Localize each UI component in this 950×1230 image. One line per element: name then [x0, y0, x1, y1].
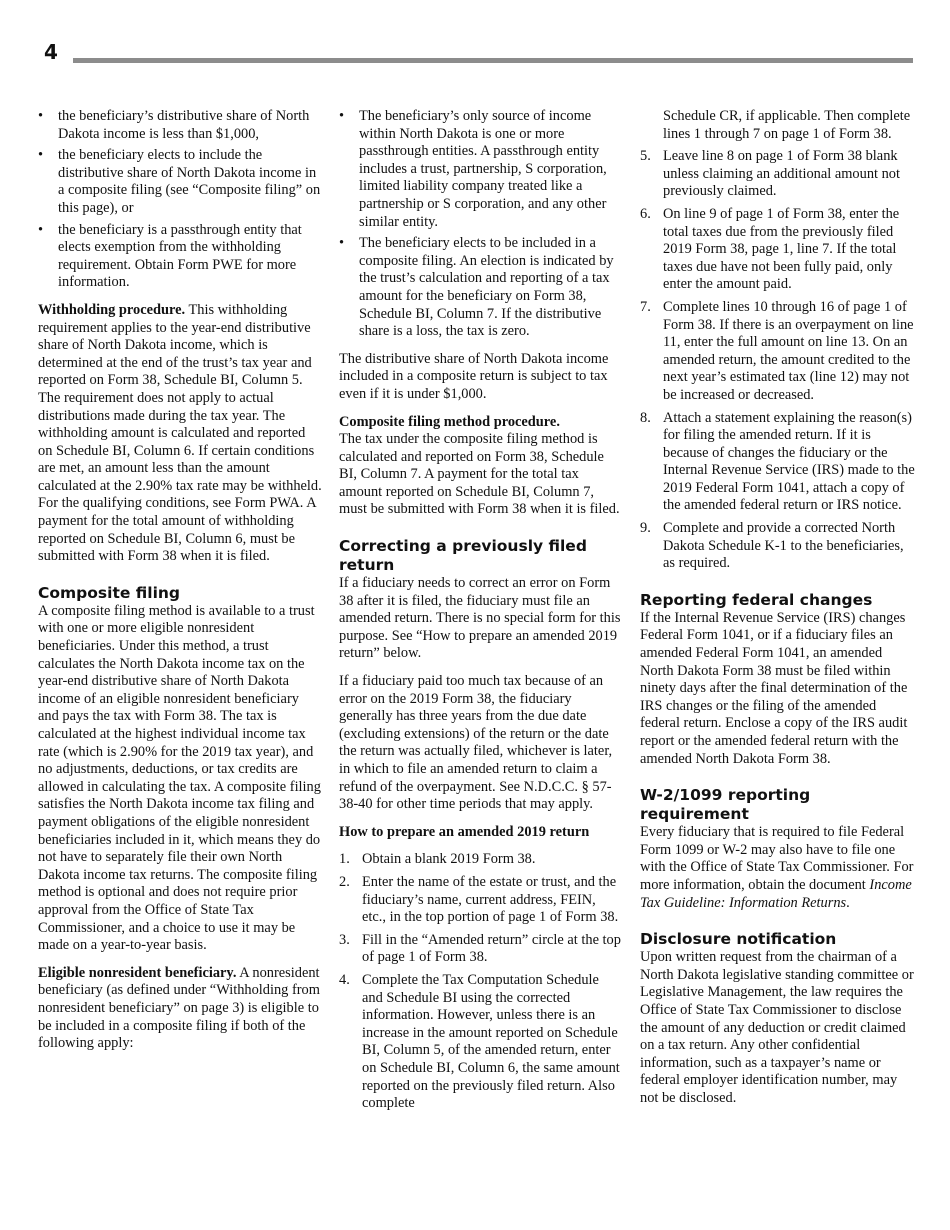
list-item: 8. Attach a statement explaining the reason(s) for filing the amended return. If it is because of changes the fiduciary or the Internal Revenue Service (IRS) made to the 2019 Federal Form 1041, attach a copy of the amended federal return or IRS notice.	[640, 409, 915, 514]
guideline-document-title: Income Tax Guideline: Information Returns	[640, 876, 912, 911]
correcting-paragraph-1: If a fiduciary needs to correct an error on Form 38 after it is filed, the fiduciary must file an amended return. There is no special form for this purpose. See “How to prepare an amended 2019 return” below.	[339, 575, 621, 662]
procedure-paragraph: Composite filing method procedure. The tax under the composite filing method is calculated and reported on Form 38, Schedule BI, Column 7. A payment for the total tax amount reported on Schedule BI, Column 7, must be submitted with Form 38 when it is filed.	[339, 414, 622, 520]
distributive-paragraph: The distributive share of North Dakota income included in a composite return is subject to tax even if it is under $1,000.	[339, 350, 609, 402]
eligible-paragraph: Eligible nonresident beneficiary. A nonresident beneficiary (as defined under “Withholding from nonresident beneficiary” on page 3) is eligible to be included in a composite filing if both of the following apply:	[38, 964, 320, 1052]
correcting-paragraph-2: If a fiduciary paid too much tax because of an error on the 2019 Form 38, the fiduciary generally has three years from the due date (excluding extensions) of the return or the date the return was actually filed, whichever is later, in which to file an amended return to claim a refund of the overpayment. See N.D.C.C. § 57-38-40 for other time periods that may apply.	[339, 673, 613, 813]
list-item: 4. Complete the Tax Computation Schedule and Schedule BI using the corrected information. However, unless there is an increase in the amount reported on Schedule BI, Column 5, of the amended return, enter on Schedule BI, Column 6, the same amount reported on the previously filed return. Also complete	[339, 971, 620, 1112]
header-rule	[73, 58, 913, 63]
list-item: 5. Leave line 8 on page 1 of Form 38 blank unless claiming an additional amount not previously claimed.	[640, 148, 901, 200]
step-4-continued: Schedule CR, if applicable. Then complete lines 1 through 7 on page 1 of Form 38.	[663, 108, 911, 142]
list-item: 6. On line 9 of page 1 of Form 38, enter the total taxes due from the previously filed 2019 Form 38, page 1, line 7. If the total taxes due have not been fully paid, only enter the amount paid.	[640, 205, 900, 293]
federal-changes-paragraph: If the Internal Revenue Service (IRS) changes Federal Form 1041, or if a fiduciary files an amended Federal Form 1041, an amended North Dakota Form 38 must be filed within ninety days after the final determination of the IRS changes or the filing of the amended federal return. Enclose a copy of the IRS audit report or the amended federal return with the amended North Dakota Form 38.	[640, 609, 908, 767]
procedure-lead: Composite filing method procedure.	[339, 413, 560, 430]
list-item: 2. Enter the name of the estate or trust, and the fiduciary’s name, current address, FEIN, etc., in the top portion of page 1 of Form 38.	[339, 873, 619, 926]
bullet-list	[339, 108, 622, 341]
list-item: 3. Fill in the “Amended return” circle at the top of page 1 of Form 38.	[339, 931, 621, 966]
amended-steps-list-continued	[640, 148, 915, 573]
page-number: 4	[44, 40, 58, 64]
list-item: 1. Obtain a blank 2019 Form 38.	[339, 851, 536, 868]
correcting-heading: Correcting a previously filed return	[339, 537, 587, 575]
howto-subheading: How to prepare an amended 2019 return	[339, 823, 590, 840]
w2-paragraph: Every fiduciary that is required to file Federal Form 1099 or W-2 may also have to file one with the Office of State Tax Commissioner. For more information, obtain the document Income Tax Guideline: Information Returns.	[640, 824, 914, 911]
bullet-list	[38, 108, 322, 292]
disclosure-paragraph: Upon written request from the chairman of a North Dakota legislative standing committee or Legislative Management, the law requires the Office of State Tax Commissioner to disclose the amount of any deduction or credit claimed on a tax return. Any other confidential information, such as a taxpayer’s name or federal employer identification number, may not be disclosed.	[640, 949, 914, 1106]
list-item: 9. Complete and provide a corrected North Dakota Schedule K-1 to the beneficiaries, as required.	[640, 520, 904, 572]
w2-heading: W-2/1099 reporting requirement	[640, 786, 811, 824]
list-item: • The beneficiary’s only source of income within North Dakota is one or more passthrough entities. A passthrough entity includes a trust, partnership, S corporation, limited liability company treated like a partnership or S corporation, and any other similar entity.	[339, 108, 607, 230]
list-item: • the beneficiary elects to include the distributive share of North Dakota income in a composite filing (see “Composite filing” on this page), or	[38, 147, 321, 216]
disclosure-heading: Disclosure notification	[640, 930, 837, 949]
list-item: • the beneficiary’s distributive share of North Dakota income is less than $1,000,	[38, 108, 310, 142]
federal-changes-heading: Reporting federal changes	[640, 590, 873, 609]
composite-filing-paragraph: A composite filing method is available to a trust with one or more eligible nonresident beneficiaries. Under this method, a trust calculates the North Dakota income tax on the year-end distributive share of North Dakota income of an eligible nonresident beneficiary and pays the tax with Form 38. The tax is calculated at the highest individual income tax rate (which is 2.90% for the 2019 tax year), and no adjustments, deductions, or tax credits are allowed in calculating the tax. A composite filing satisfies the North Dakota income tax filing and payment obligations of the eligible nonresident beneficiaries included in it, which means they do not have to separately file their own North Dakota income tax returns. The composite filing method is optional and does not require prior approval from the Office of State Tax Commissioner, and a choice to use it may be made on a year-to-year basis.	[38, 602, 321, 954]
list-item: 7. Complete lines 10 through 16 of page 1 of Form 38. If there is an overpayment on line 11, enter the full amount on line 13. On an amended return, the amount credited to the next year’s estimated tax (line 12) may not be increased or decreased.	[640, 298, 914, 403]
column-2	[339, 108, 622, 1118]
withholding-paragraph: Withholding procedure. This withholding requirement applies to the year-end distributive share of North Dakota income, which is determined at the end of the trust’s tax year and reported on Form 38, Schedule BI, Column 5. The requirement does not apply to actual distributions made during the tax year. The withholding amount is calculated and reported on Schedule BI, Column 6. If certain conditions are met, an amount less than the amount calculated at the 2.90% tax rate may be withheld. For the qualifying conditions, see Form PWA. A payment for the total amount of withholding reported on Schedule BI, Column 6, must be submitted with Form 38 when it is filed.	[38, 301, 322, 565]
column-1	[38, 108, 322, 1063]
amended-steps-list	[339, 851, 622, 1112]
withholding-lead: Withholding procedure.	[38, 301, 186, 318]
list-item: • The beneficiary elects to be included in a composite filing. An election is indicated by the trust’s calculation and reporting of a tax amount for the beneficiary on Form 38, Schedule BI, Column 7. If the distributive share is a loss, the tax is zero.	[339, 235, 614, 340]
composite-filing-heading: Composite filing	[38, 583, 181, 602]
list-item: • the beneficiary is a passthrough entity that elects exemption from the withholding requirement. Obtain Form PWE for more information.	[38, 221, 302, 291]
column-3	[640, 108, 915, 1118]
eligible-lead: Eligible nonresident beneficiary.	[38, 964, 237, 981]
